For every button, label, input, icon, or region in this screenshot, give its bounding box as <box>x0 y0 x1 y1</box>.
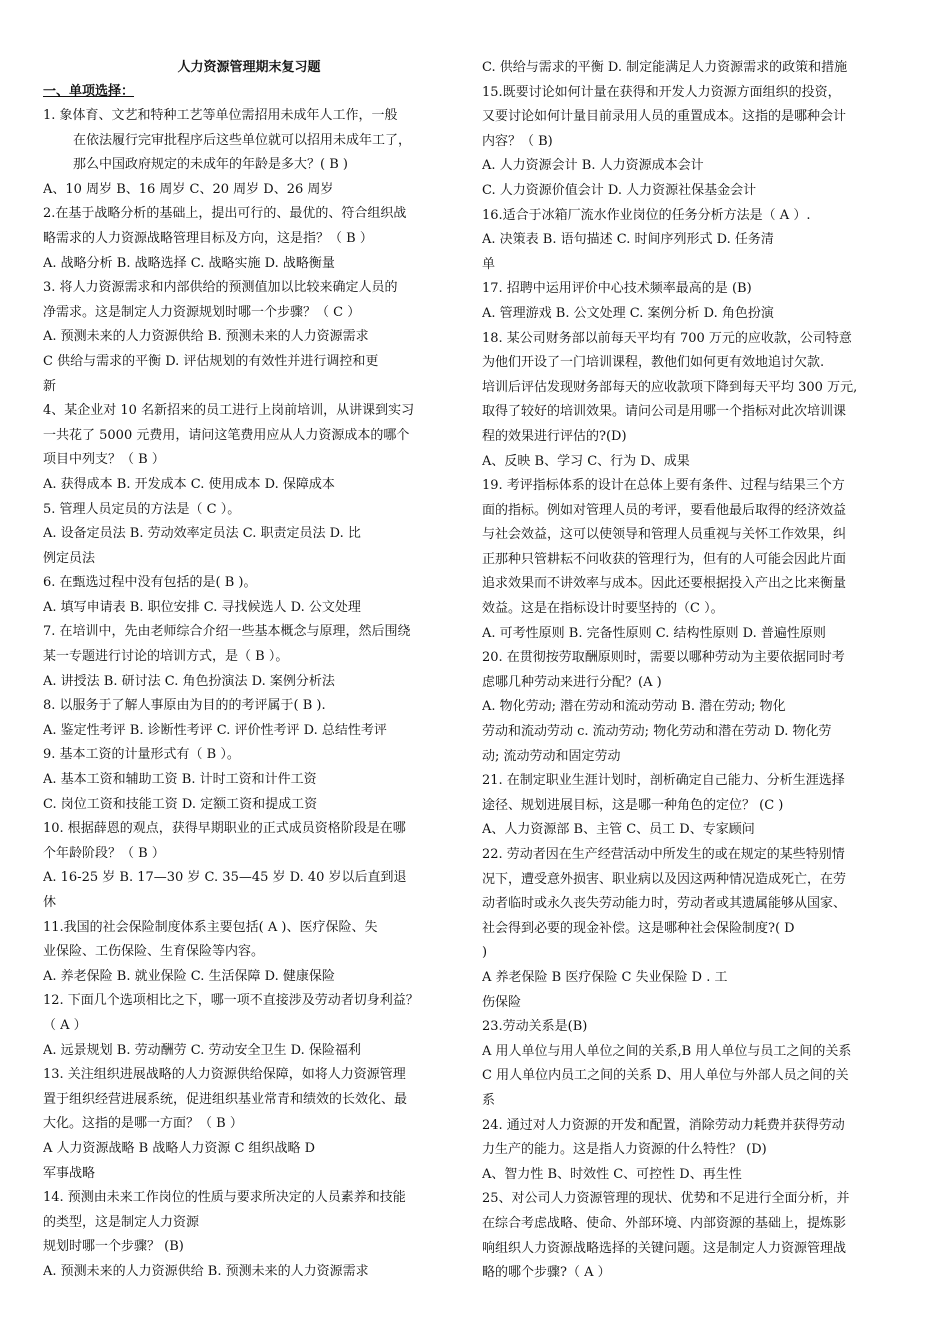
text-line: A 人力资源战略 B 战略人力资源 C 组织战略 D <box>43 1140 316 1156</box>
text-line: 略的哪个步骤?（ A ） <box>482 1265 611 1281</box>
text-line: A. 可考性原则 B. 完备性原则 C. 结构性原则 D. 普遍性原则 <box>482 625 826 641</box>
text-line: 10. 根据薛恩的观点，获得早期职业的正式成员资格阶段是在哪 <box>43 821 406 837</box>
text-line: 在综合考虑战略、使命、外部环境、内部资源的基础上，提炼影 <box>482 1215 847 1231</box>
text-line: 净需求。这是制定人力资源规划时哪一个步骤？（ C ） <box>43 304 361 320</box>
text-line: 虑哪几种劳动来进行分配？(A ) <box>482 674 662 690</box>
text-line: 20. 在贯彻按劳取酬原则时，需要以哪种劳动为主要依据同时考 <box>482 650 845 666</box>
text-line: 16.适合于冰箱厂流水作业岗位的任务分析方法是（ A ）. <box>482 207 811 223</box>
text-line: A、10 周岁 B、16 周岁 C、20 周岁 D、26 周岁 <box>43 181 334 197</box>
text-line: A. 管理游戏 B. 公文处理 C. 案例分析 D. 角色扮演 <box>482 305 774 321</box>
text-line: 项目中列支？（ B ） <box>43 452 165 468</box>
text-line: 正那种只管耕耘不问收获的管理行为，但有的人可能会因此片面 <box>482 551 847 567</box>
text-line: 取得了较好的培训效果。请问公司是用哪一个指标对此次培训课 <box>482 404 847 420</box>
text-line: 途径、规划进展目标，这是哪一种角色的定位？ (C ) <box>482 797 784 813</box>
text-line: 军事战略 <box>43 1165 96 1181</box>
text-line: 25、对公司人力资源管理的现状、优势和不足进行全面分析，并 <box>482 1191 850 1207</box>
text-line: 新 <box>43 378 57 394</box>
section-heading: 一、单项选择： <box>43 84 135 99</box>
text-line: 在依法履行完审批程序后这些单位就可以招用未成年工了， <box>73 132 412 148</box>
text-line: A. 鉴定性考评 B. 诊断性考评 C. 评价性考评 D. 总结性考评 <box>43 722 387 738</box>
text-line: 23.劳动关系是(B) <box>482 1019 588 1035</box>
text-line: A、反映 B、学习 C、行为 D、成果 <box>482 453 690 469</box>
text-line: 与社会效益，这可以使领导和管理人员重视与关怀工作效果，纠 <box>482 527 847 543</box>
text-line: C. 人力资源价值会计 D. 人力资源社保基金会计 <box>482 182 757 198</box>
text-line: A 养老保险 B 医疗保险 C 失业保险 D . 工 <box>482 969 728 985</box>
text-line: A. 讲授法 B. 研讨法 C. 角色扮演法 D. 案例分析法 <box>43 673 335 689</box>
text-line: 9. 基本工资的计量形式有（ B ）。 <box>43 747 240 763</box>
text-line: 6. 在甄选过程中没有包括的是( B )。 <box>43 575 257 591</box>
text-line: 效益。这是在指标设计时要坚持的（C ）。 <box>482 601 724 617</box>
text-line: A. 预测未来的人力资源供给 B. 预测未来的人力资源需求 <box>43 1263 369 1279</box>
text-line: A. 养老保险 B. 就业保险 C. 生活保障 D. 健康保险 <box>43 968 335 984</box>
text-line: 业保险、工伤保险、生育保险等内容。 <box>43 944 265 960</box>
left-column <box>43 56 455 1285</box>
text-line: 程的效果进行评估的?(D) <box>482 428 627 444</box>
text-line: 11.我国的社会保险制度体系主要包括( A )、医疗保险、失 <box>43 919 378 935</box>
text-line: 13. 关注组织进展战略的人力资源供给保障，如将人力资源管理 <box>43 1067 406 1083</box>
right-column <box>482 56 892 1286</box>
text-line: C 用人单位内员工之间的关系 D、用人单位与外部人员之间的关 <box>482 1068 849 1084</box>
text-line: 劳动和流动劳动 c. 流动劳动; 物化劳动和潜在劳动 D. 物化劳 <box>482 724 832 740</box>
text-line: A. 物化劳动; 潜在劳动和流动劳动 B. 潜在劳动; 物化 <box>482 699 786 715</box>
text-line: 又要讨论如何计量目前录用人员的重置成本。这指的是哪种会计 <box>482 109 847 125</box>
text-line: A. 人力资源会计 B. 人力资源成本会计 <box>482 158 704 174</box>
text-line: 内容？（ B) <box>482 133 553 149</box>
text-line: 置于组织经营进展系统，促进组织基业常青和绩效的长效化、最 <box>43 1091 408 1107</box>
left-body <box>43 104 455 1285</box>
text-line: 24. 通过对人力资源的开发和配置，消除劳动力耗费并获得劳动 <box>482 1117 845 1133</box>
text-line: 伤保险 <box>482 994 522 1010</box>
text-line: （ A ） <box>43 1017 87 1033</box>
text-line: A、智力性 B、时效性 C、可控性 D、再生性 <box>482 1166 742 1182</box>
text-line: 力生产的能力。这是指人力资源的什么特性？ (D) <box>482 1142 767 1158</box>
text-line: 22. 劳动者因在生产经营活动中所发生的或在规定的某些特别情 <box>482 847 845 862</box>
text-line: 一共花了 5000 元费用，请问这笔费用应从人力资源成本的哪个 <box>43 427 410 443</box>
text-line: A. 获得成本 B. 开发成本 C. 使用成本 D. 保障成本 <box>43 476 335 492</box>
text-line: 追求效果而不讲效率与成本。因此还要根据投入产出之比来衡量 <box>482 576 847 592</box>
text-line: A. 决策表 B. 语句描述 C. 时间序列形式 D. 任务清 <box>482 232 774 248</box>
text-line: 面的指标。例如对管理人员的考评，要看他最后取得的经济效益 <box>482 502 847 518</box>
text-line: 15.既要讨论如何计量在获得和开发人力资源方面组织的投资， <box>482 84 841 100</box>
text-line: 17. 招聘中运用评价中心技术频率最高的是 (B) <box>482 281 752 297</box>
text-line: 5. 管理人员定员的方法是（ C ）。 <box>43 501 241 517</box>
text-line: 18. 某公司财务部以前每天平均有 700 万元的应收款，公司特意 <box>482 330 852 346</box>
text-line: ) <box>482 945 488 961</box>
text-line: A、人力资源部 B、主管 C、员工 D、专家顾问 <box>482 822 755 838</box>
text-line: A 用人单位与用人单位之间的关系,B 用人单位与员工之间的关系 <box>482 1043 852 1059</box>
text-line: 某一专题进行讨论的培训方式，是（ B ）。 <box>43 649 289 665</box>
text-line: C. 供给与需求的平衡 D. 制定能满足人力资源需求的政策和措施 <box>482 60 848 75</box>
text-line: 培训后评估发现财务部每天的应收款项下降到每天平均 300 万元, <box>482 379 858 395</box>
text-line: 个年龄阶段？（ B ） <box>43 845 165 861</box>
text-line: C. 岗位工资和技能工资 D. 定额工资和提成工资 <box>43 796 318 812</box>
text-line: A. 远景规划 B. 劳动酬劳 C. 劳动安全卫生 D. 保险福利 <box>43 1042 361 1058</box>
text-line: 12. 下面几个选项相比之下，哪一项不直接涉及劳动者切身利益？ <box>43 993 419 1009</box>
text-line: 大化。这指的是哪一方面？（ B ） <box>43 1116 243 1132</box>
text-line: 单 <box>482 256 496 272</box>
text-line: 2.在基于战略分析的基础上，提出可行的、最优的、符合组织战 <box>43 206 407 222</box>
text-line: A. 填写申请表 B. 职位安排 C. 寻找候选人 D. 公文处理 <box>43 599 361 615</box>
text-line: 社会得到必要的现金补偿。这是哪种社会保险制度?( D <box>482 920 795 936</box>
text-line: 响组织人力资源战略选择的关键问题。这是制定人力资源管理战 <box>482 1240 847 1256</box>
text-line: 1. 象体育、文艺和特种工艺等单位需招用未成年人工作，一般 <box>43 108 398 123</box>
text-line: C 供给与需求的平衡 D. 评估规划的有效性并进行调控和更 <box>43 353 379 369</box>
text-line: 为他们开设了一门培训课程，教他们如何更有效地追讨欠款. <box>482 355 825 371</box>
text-line: 动; 流动劳动和固定劳动 <box>482 748 621 764</box>
text-line: 19. 考评指标体系的设计在总体上要有条件、过程与结果三个方 <box>482 478 845 494</box>
text-line: 动者临时或永久丧失劳动能力时，劳动者或其遗属能够从国家、 <box>482 896 847 912</box>
text-line: 21. 在制定职业生涯计划时，剖析确定自己能力、分析生涯选择 <box>482 773 845 789</box>
text-line: 休 <box>43 895 57 910</box>
document-title: 人力资源管理期末复习题 <box>177 60 321 75</box>
text-line: 4、某企业对 10 名新招来的员工进行上岗前培训，从讲课到实习 <box>43 403 415 419</box>
text-line: 系 <box>482 1092 496 1108</box>
text-line: A. 预测未来的人力资源供给 B. 预测未来的人力资源需求 <box>43 329 369 345</box>
right-body <box>482 56 892 1286</box>
text-line: 14. 预测由未来工作岗位的性质与要求所决定的人员素养和技能 <box>43 1190 406 1206</box>
text-line: 那么中国政府规定的未成年的年龄是多大？( B ) <box>73 157 348 173</box>
text-line: 况下，遭受意外损害、职业病以及因这两种情况造成死亡，在劳 <box>482 871 847 887</box>
text-line: 规划时哪一个步骤？ (B) <box>43 1239 184 1255</box>
text-line: 3. 将人力资源需求和内部供给的预测值加以比较来确定人员的 <box>43 280 398 296</box>
text-line: 的类型，这是制定人力资源 <box>43 1214 200 1230</box>
text-line: 略需求的人力资源战略管理目标及方向，这是指？（ B ） <box>43 230 373 246</box>
text-line: A. 设备定员法 B. 劳动效率定员法 C. 职责定员法 D. 比 <box>43 526 361 542</box>
text-line: A. 基本工资和辅助工资 B. 计时工资和计件工资 <box>43 772 317 788</box>
text-line: A. 16-25 岁 B. 17—30 岁 C. 35—45 岁 D. 40 岁以后直到退 <box>43 870 407 886</box>
text-line: A. 战略分析 B. 战略选择 C. 战略实施 D. 战略衡量 <box>43 255 335 271</box>
text-line: 8. 以服务于了解人事原由为目的的考评属于( B ). <box>43 698 326 714</box>
text-line: 7. 在培训中，先由老师综合介绍一些基本概念与原理，然后围绕 <box>43 624 411 640</box>
text-line: 例定员法 <box>43 550 96 566</box>
